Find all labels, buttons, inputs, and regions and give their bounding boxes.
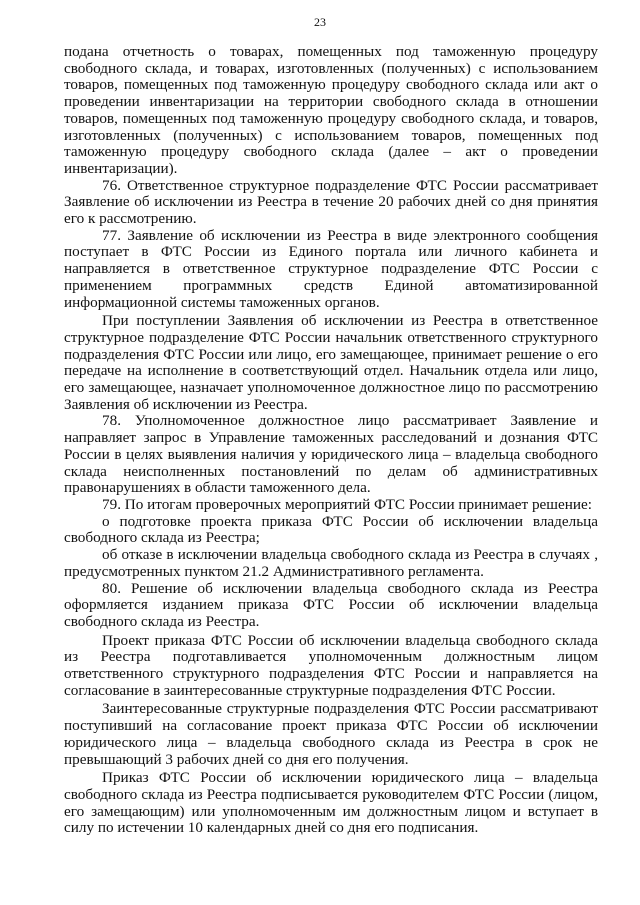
paragraph-79-option-1: о подготовке проекта приказа ФТС России об исключении владельца свободного склада из Реестра; [64,512,598,547]
paragraph-80-draft-order: Проект приказа ФТС России об исключении владельца свободного склада из Реестра подготавливается уполномоченным должностным лицом ответственного структурного подразделения ФТС России и направляется на согласование в заинтересованные структурные подразделения ФТС России. [64,631,598,699]
paragraph-78: 78. Уполномоченное должностное лицо рассматривает Заявление и направляет запрос в Управление таможенных расследований и дознания ФТС России в целях выявления наличия у юридического лица – владельца свободного склада неисполненных постановлений по делам об административных правонарушениях в области таможенного дела. [64,412,598,497]
paragraph-77: 77. Заявление об исключении из Реестра в виде электронного сообщения поступает в ФТС России из Единого портала или личного кабинета и направляется в ответственное структурное подразделение ФТС России с применением программных средств Единой автоматизированной информационной системы таможенных органов. [64,226,598,311]
paragraph-80: 80. Решение об исключении владельца свободного склада из Реестра оформляется изданием приказа ФТС России об исключении владельца свободного склада из Реестра. [64,579,598,630]
paragraph-80-signing: Приказ ФТС России об исключении юридического лица – владельца свободного склада из Реестра подписывается руководителем ФТС России (лицом, его замещающим) или уполномоченным им должностным лицом и вступает в силу по истечении 10 календарных дней со дня его подписания. [64,769,598,837]
paragraph-80-review: Заинтересованные структурные подразделения ФТС России рассматривают поступивший на согласование проект приказа ФТС России об исключении юридического лица – владельца свободного склада из Реестра в срок не превышающий 3 рабочих дней со дня его получения. [64,700,598,768]
paragraph-79-option-2: об отказе в исключении владельца свободного склада из Реестра в случаях , предусмотренных пунктом 21.2 Административного регламента. [64,546,598,580]
page-number: 23 [314,15,326,29]
paragraph-continuation: подана отчетность о товарах, помещенных под таможенную процедуру свободного склада, и товарах, изготовленных (полученных) с использованием товаров, помещенных под таможенную процедуру свободного склада или акт о проведении инвентаризации на территории свободного склада в отношении товаров, помещенных под таможенную процедуру свободного склада, и товаров, изготовленных (полученных) с использованием товаров, помещенных под таможенную процедуру свободного склада (далее – акт о проведении инвентаризации). [64,43,598,177]
paragraph-79: 79. По итогам проверочных мероприятий ФТС России принимает решение: [102,495,592,513]
document-body [64,44,598,837]
paragraph-77-continuation: При поступлении Заявления об исключении из Реестра в ответственное структурное подразделение ФТС России начальник ответственного структурного подразделения ФТС России или лицо, его замещающее, принимает решение о его передаче на исполнение в соответствующий отдел. Начальник отдела или лицо, его замещающее, назначает уполномоченное должностное лицо по рассмотрению Заявления об исключении из Реестра. [64,312,598,413]
paragraph-76: 76. Ответственное структурное подразделение ФТС России рассматривает Заявление об исключении из Реестра в течение 20 рабочих дней со дня принятия его к рассмотрению. [64,176,598,228]
